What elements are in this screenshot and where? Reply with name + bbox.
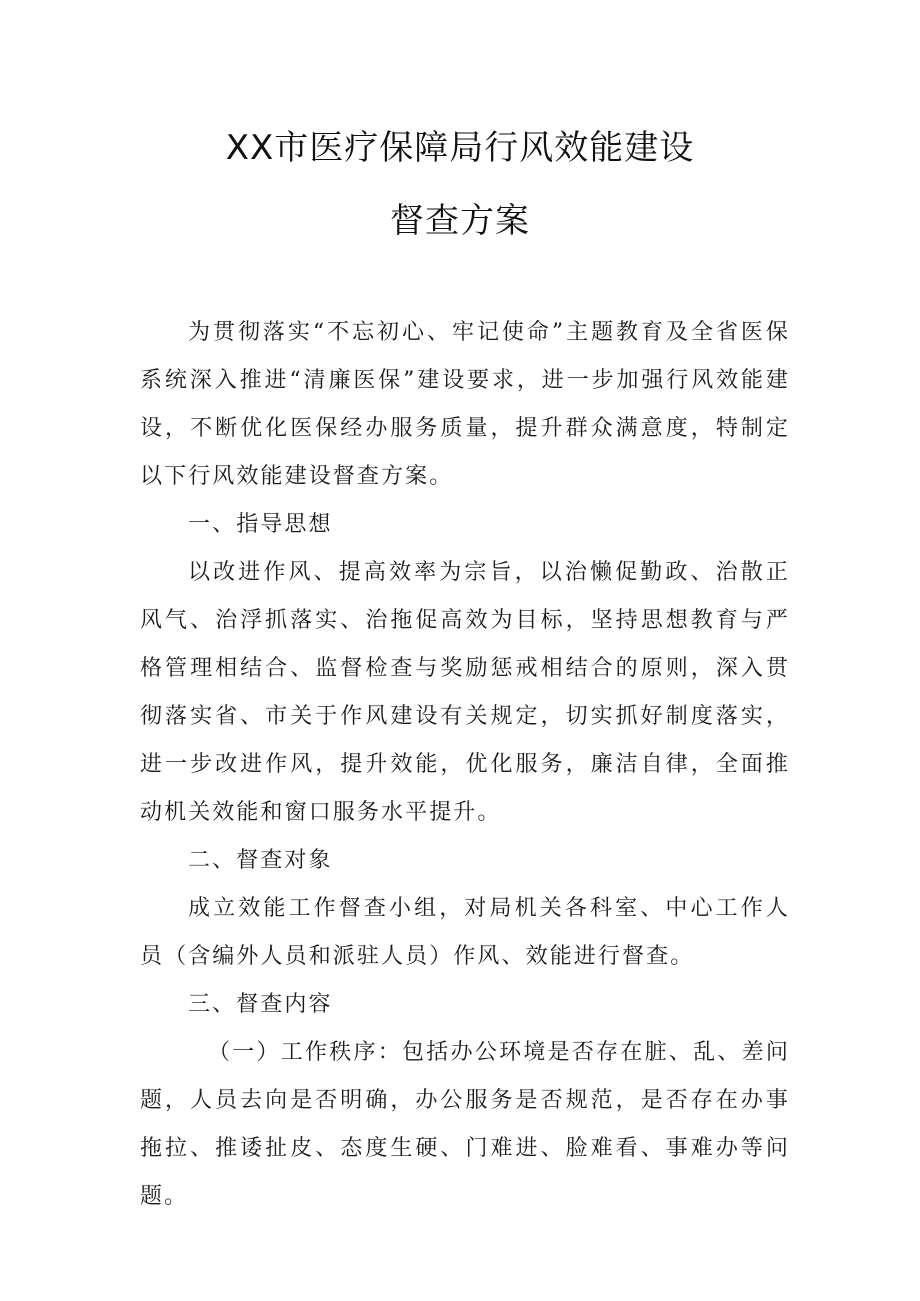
section-3-item-1-paragraph: （一）工作秩序：包括办公环境是否存在脏、乱、差问题，人员去向是否明确，办公服务是否规范，是否存在办事拖拉、推诿扯皮、态度生硬、门难进、脸难看、事难办等问题。 xyxy=(140,1040,790,1209)
section-1-paragraph: 以改进作风、提高效率为宗旨，以治懒促勤政、治散正风气、治浮抓落实、治拖促高效为目标，坚持思想教育与严格管理相结合、监督检查与奖励惩戒相结合的原则，深入贯彻落实省、市关于作风建设有关规定，切实抓好制度落实，进一步改进作风，提升效能，优化服务，廉洁自律，全面推动机关效能和窗口服务水平提升。 xyxy=(140,560,790,825)
section-1-heading: 一、指导思想 xyxy=(188,512,333,537)
intro-paragraph: 为贯彻落实“不忘初心、牢记使命”主题教育及全省医保系统深入推进“清廉医保”建设要求，进一步加强行风效能建设，不断优化医保经办服务质量，提升群众满意度，特制定以下行风效能建设督查方案。 xyxy=(140,320,790,489)
section-3-heading: 三、督查内容 xyxy=(188,992,333,1017)
document-title-line-2: 督查方案 xyxy=(390,201,530,241)
section-2-heading: 二、督查对象 xyxy=(188,848,333,873)
document-title-line-1: XX市医疗保障局行风效能建设 xyxy=(225,128,695,168)
section-2-paragraph: 成立效能工作督查小组，对局机关各科室、中心工作人员（含编外人员和派驻人员）作风、效能进行督查。 xyxy=(140,896,790,969)
